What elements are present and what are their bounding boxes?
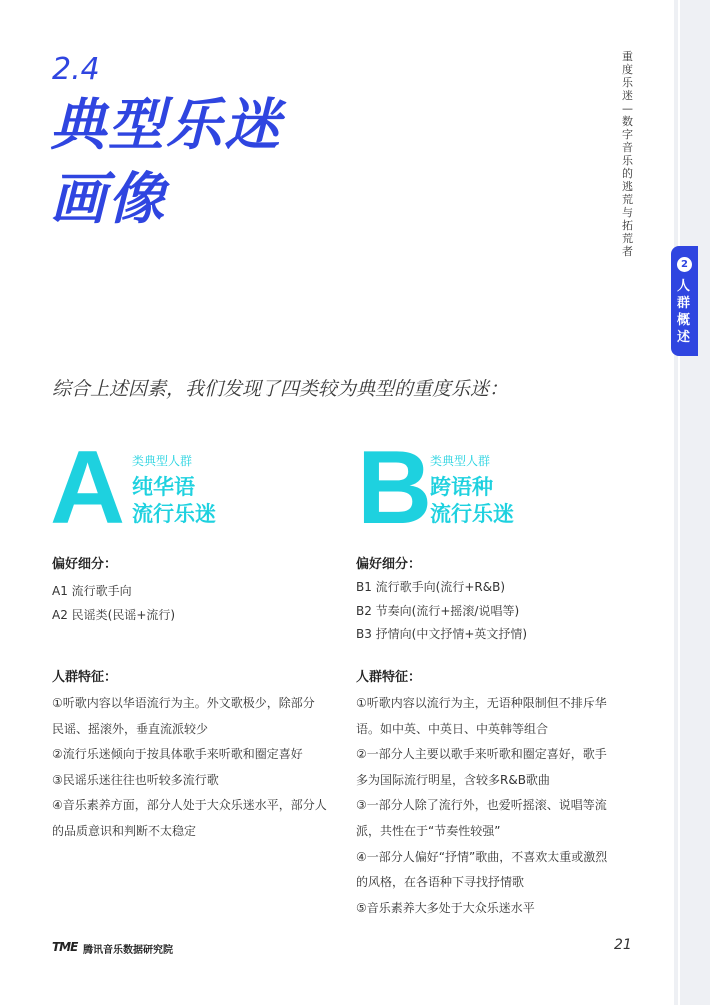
text-line: ②流行乐迷倾向于按具体歌手来听歌和圈定喜好 [52, 747, 303, 762]
category-b-letter: B [357, 430, 433, 546]
intro-text: 综合上述因素，我们发现了四类较为典型的重度乐迷： [52, 378, 509, 400]
category-b-name-line: 流行乐迷 [430, 502, 514, 526]
category-a-traits-list [52, 691, 336, 845]
text-line: 的风格，在各语种下寻找抒情歌 [356, 875, 525, 890]
category-b-name [430, 474, 514, 528]
list-item: A1 流行歌手向 [52, 584, 132, 598]
category-a-name-line: 纯华语 [132, 475, 195, 499]
chapter-number-badge: 2 [677, 257, 692, 272]
category-a-letter: A [50, 430, 126, 546]
text-line: 民谣、摇滚外，垂直流派较少 [52, 721, 209, 736]
text-line: ①听歌内容以华语流行为主。外文歌极少，除部分 [52, 696, 315, 710]
text-line: ①听歌内容以流行为主，无语种限制但不排斥华 [356, 696, 607, 710]
text-line: ④音乐素养方面，部分人处于大众乐迷水平，部分人 [52, 798, 327, 813]
vertical-report-title: 重度乐迷—数字音乐的逃荒与拓荒者 [622, 50, 633, 258]
text-line: ②一部分人主要以歌手来听歌和圈定喜好，歌手 [356, 747, 607, 762]
category-a-traits-heading: 人群特征： [52, 670, 118, 685]
category-a-pref-list [52, 580, 175, 627]
category-a-label: 类典型人群 [132, 454, 193, 468]
page-title-line-1: 典型乐迷 [50, 93, 282, 158]
category-a-name-line: 流行乐迷 [132, 502, 216, 526]
tme-logo: TME [52, 940, 78, 954]
section-number: 2.4 [52, 52, 100, 87]
text-line: 派，共性在于“节奏性较强” [356, 823, 501, 838]
list-item: B2 节奏向(流行+摇滚/说唱等) [356, 603, 520, 618]
chapter-tab-label: 人群概述 [677, 279, 691, 345]
text-line: ③一部分人除了流行外，也爱听摇滚、说唱等流 [356, 798, 607, 813]
category-a-pref-heading: 偏好细分： [52, 557, 118, 572]
text-line: ③民谣乐迷往往也听较多流行歌 [52, 772, 219, 787]
category-a-name [132, 474, 216, 528]
category-b-pref-list [356, 576, 527, 647]
category-b-pref-heading: 偏好细分： [356, 557, 422, 572]
list-item: B3 抒情向(中文抒情+英文抒情) [356, 627, 528, 641]
category-b-traits-list [356, 691, 640, 921]
footer-organization: 腾讯音乐数据研究院 [83, 945, 173, 956]
chapter-tab[interactable] [671, 246, 698, 356]
text-line: ⑤音乐素养大多处于大众乐迷水平 [356, 900, 535, 915]
text-line: 多为国际流行明星，含较多R&B歌曲 [356, 772, 550, 787]
category-b-name-line: 跨语种 [430, 475, 493, 499]
text-line: 的品质意识和判断不太稳定 [52, 823, 197, 838]
text-line: 语。如中英、中英日、中英韩等组合 [356, 721, 549, 736]
category-b-label: 类典型人群 [430, 454, 491, 468]
category-b-traits-heading: 人群特征： [356, 670, 422, 685]
page-edge-line [678, 0, 680, 1005]
list-item: B1 流行歌手向(流行+R&B) [356, 580, 506, 594]
page-number: 21 [614, 937, 632, 953]
page-title-line-2: 画像 [50, 167, 166, 232]
text-line: ④一部分人偏好“抒情”歌曲，不喜欢太重或激烈 [356, 849, 608, 864]
list-item: A2 民谣类(民谣+流行) [52, 607, 176, 622]
